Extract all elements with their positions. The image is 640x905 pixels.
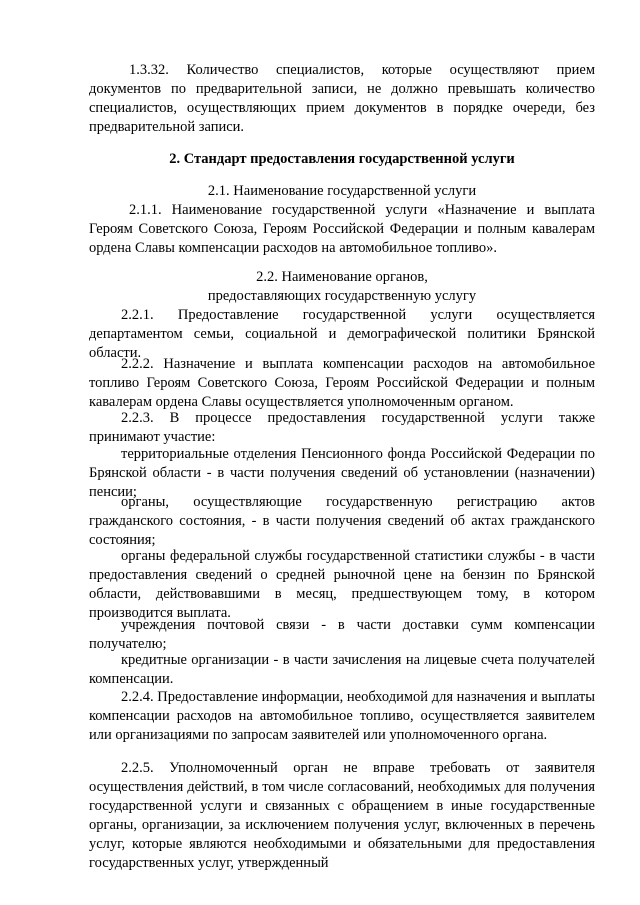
paragraph-2-1-1: 2.1.1. Наименование государственной услуги «Назначение и выплата Героям Советского Союза, Героям Российской Федерации и полным кавалерам ордена Славы компенсации расходов на автомобильное топливо». <box>89 202 595 256</box>
list-item-pension-fund: территориальные отделения Пенсионного фонда Российской Федерации по Брянской области - в части получения сведений об установлении (назначении) пенсии; <box>89 446 595 500</box>
subsection-2-2-title-line1: 2.2. Наименование органов, <box>256 269 428 285</box>
paragraph-2-2-4: 2.2.4. Предоставление информации, необходимой для назначения и выплаты компенсации расходов на автомобильное топливо, осуществляется заявителем или организациями по запросам заявителей или уполномоченного органа. <box>89 689 595 743</box>
subsection-2-1-title: 2.1. Наименование государственной услуги <box>207 183 477 199</box>
list-item-statistics: органы федеральной службы государственной статистики службы - в части предоставления сведений о средней рыночной цене на бензин по Брянской области, действовавшими в месяц, предшествующем тому, в котором производится выплата. <box>89 548 595 621</box>
subsection-2-2-title-line2: предоставляющих государственную услугу <box>207 288 477 304</box>
list-item-postal: учреждения почтовой связи - в части доставки сумм компенсации получателю; <box>89 617 595 652</box>
list-item-credit-org: кредитные организации - в части зачисления на лицевые счета получателей компенсации. <box>89 652 595 687</box>
paragraph-2-2-1: 2.2.1. Предоставление государственной услуги осуществляется департаментом семьи, социальной и демографической политики Брянской области. <box>89 307 595 361</box>
paragraph-2-2-5: 2.2.5. Уполномоченный орган не вправе требовать от заявителя осуществления действий, в том числе согласований, необходимых для получения государственной услуги и связанных с обращением в иные государственные органы, организации, за исключением получения услуг, включенных в перечень услуг, которые являются необходимыми и обязательными для предоставления государственных услуг, утвержденный <box>89 760 595 871</box>
section-2-title: 2. Стандарт предоставления государственной услуги <box>169 151 515 167</box>
paragraph-2-2-3: 2.2.3. В процессе предоставления государственной услуги также принимают участие: <box>89 410 595 445</box>
paragraph-1-3-32: 1.3.32. Количество специалистов, которые осуществляют прием документов по предварительной записи, не должно превышать количество специалистов, осуществляющих прием документов в порядке очереди, без предварительной записи. <box>89 62 595 135</box>
list-item-civil-registry: органы, осуществляющие государственную регистрацию актов гражданского состояния, - в части получения сведений об актах гражданского состояния; <box>89 494 595 548</box>
paragraph-2-2-2: 2.2.2. Назначение и выплата компенсации расходов на автомобильное топливо Героям Советского Союза, Героям Российской Федерации и полным кавалерам ордена Славы осуществляется уполномоченным органом. <box>89 356 595 410</box>
